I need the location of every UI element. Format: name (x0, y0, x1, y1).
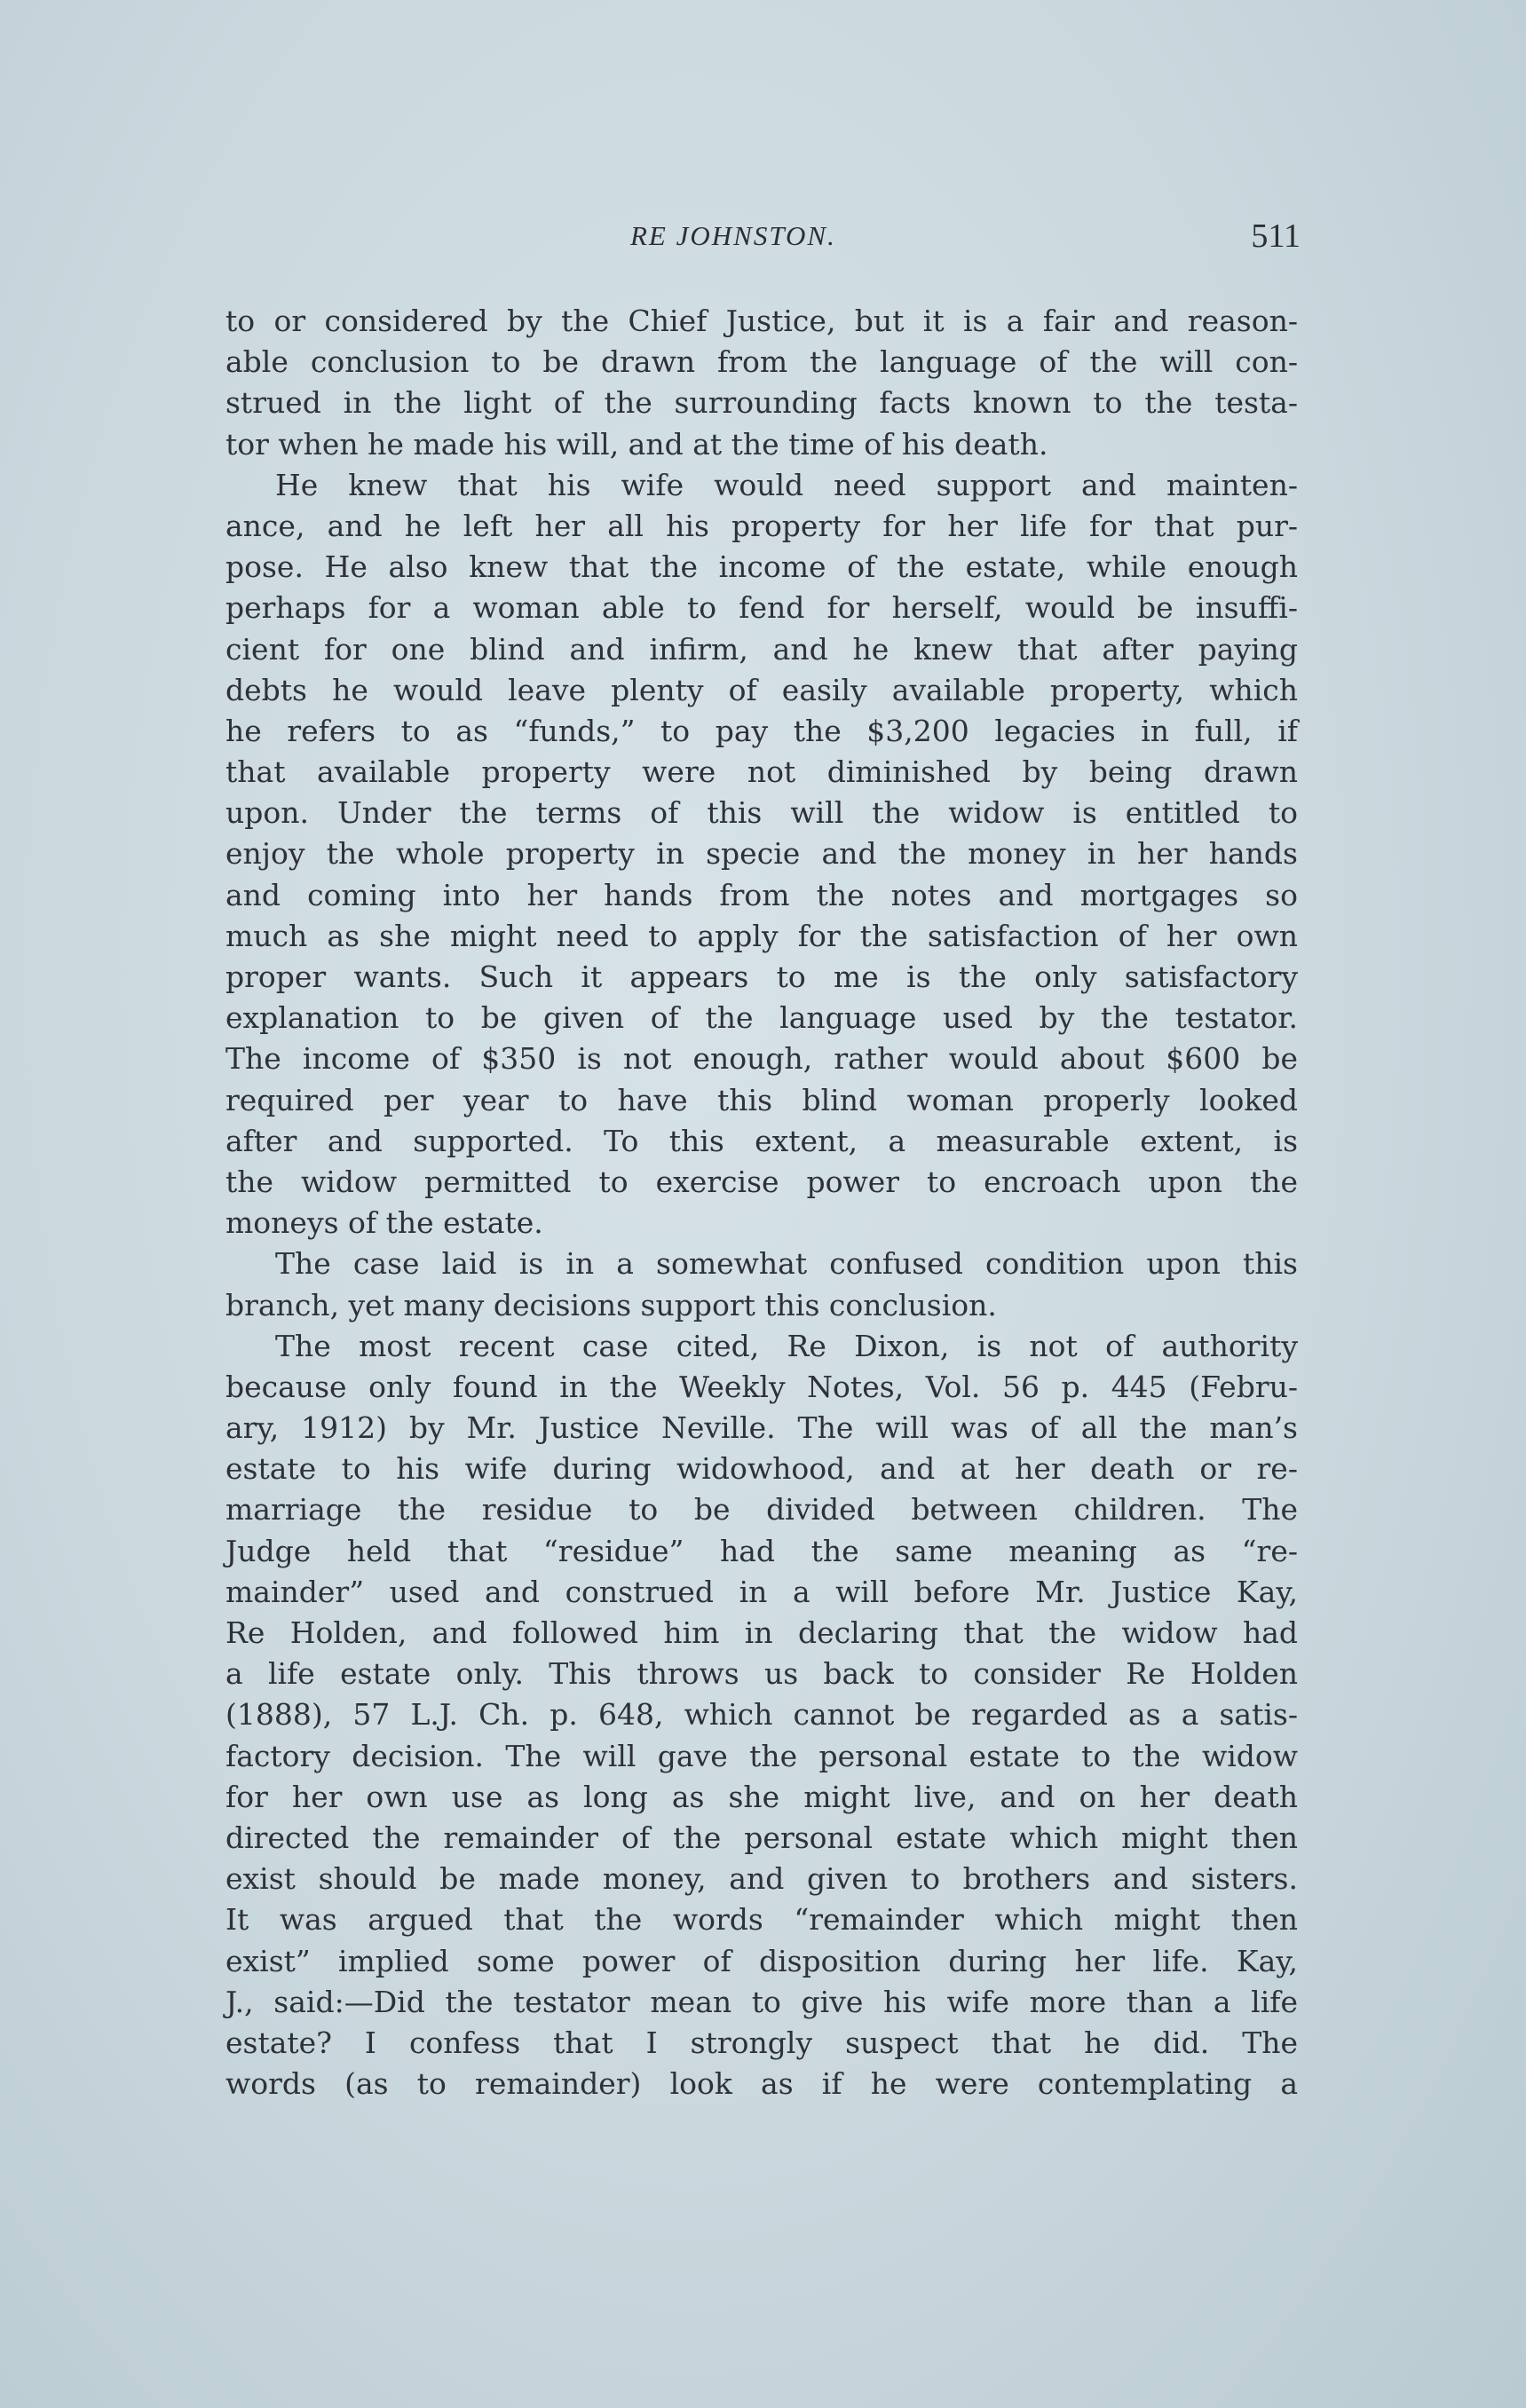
text-line: The case laid is in a somewhat confused condition upon this (275, 1246, 1298, 1282)
text-line: ance, and he left her all his property for her life for that pur- (225, 508, 1298, 543)
text-line: perhaps for a woman able to fend for herself, would be insuffi- (225, 590, 1298, 626)
text-line: and coming into her hands from the notes and mortgages so (225, 877, 1298, 912)
text-line: He knew that his wife would need support and mainten- (275, 467, 1298, 502)
text-line: much as she might need to apply for the satisfaction of her own (225, 918, 1298, 953)
text-line: able conclusion to be drawn from the language of the will con- (225, 344, 1298, 380)
text-line: moneys of the estate. (225, 1205, 543, 1241)
text-line: mainder” used and construed in a will before Mr. Justice Kay, (225, 1574, 1298, 1609)
text-line: that available property were not diminished by being drawn (225, 754, 1298, 790)
text-line: strued in the light of the surrounding facts known to the testa- (225, 385, 1298, 421)
text-line: explanation to be given of the language used by the testator. (225, 1000, 1298, 1036)
text-line: he refers to as “funds,” to pay the $3,200 legacies in full, if (225, 713, 1298, 748)
text-line: to or considered by the Chief Justice, but it is a fair and reason- (225, 304, 1298, 338)
text-line: branch, yet many decisions support this conclusion. (225, 1287, 997, 1322)
text-line: marriage the residue to be divided between children. The (225, 1492, 1298, 1528)
text-line: the widow permitted to exercise power to encroach upon the (225, 1164, 1298, 1199)
text-line: directed the remainder of the personal estate which might then (225, 1820, 1298, 1855)
text-line: enjoy the whole property in specie and the money in her hands (225, 836, 1298, 872)
text-line: after and supported. To this extent, a measurable extent, is (225, 1123, 1298, 1158)
text-line: because only found in the Weekly Notes, Vol. 56 p. 445 (Febru- (225, 1369, 1298, 1404)
text-line: (1888), 57 L.J. Ch. p. 648, which cannot be regarded as a satis- (225, 1697, 1298, 1733)
running-head: RE JOHNSTON. (630, 220, 836, 251)
text-line: cient for one blind and infirm, and he knew that after paying (225, 631, 1298, 667)
text-line: factory decision. The will gave the personal estate to the widow (225, 1738, 1298, 1773)
text-line: exist” implied some power of disposition during her life. Kay, (225, 1943, 1298, 1978)
text-line: Judge held that “residue” had the same meaning as “re- (225, 1533, 1298, 1568)
text-line: upon. Under the terms of this will the widow is entitled to (225, 795, 1298, 831)
text-line: debts he would leave plenty of easily available property, which (225, 672, 1298, 707)
text-line: estate to his wife during widowhood, and at her death or re- (225, 1451, 1298, 1487)
text-line: The income of $350 is not enough, rather would about $600 be (225, 1041, 1298, 1077)
text-line: for her own use as long as she might live, and on her death (225, 1779, 1298, 1814)
text-line: Re Holden, and followed him in declaring that the widow had (225, 1615, 1298, 1650)
text-line: required per year to have this blind woman properly looked (225, 1082, 1298, 1117)
text-line: The most recent case cited, Re Dixon, is not of authority (275, 1328, 1298, 1363)
text-line: exist should be made money, and given to brothers and sisters. (225, 1861, 1298, 1897)
text-line: words (as to remainder) look as if he were contemplating a (225, 2066, 1298, 2102)
text-line: proper wants. Such it appears to me is the only satisfactory (225, 959, 1298, 994)
text-line: It was argued that the words “remainder which might then (225, 1902, 1298, 1938)
text-line: a life estate only. This throws us back to consider Re Holden (225, 1656, 1298, 1692)
page-number: 511 (1251, 217, 1301, 255)
page-header (222, 202, 1301, 273)
body-text (225, 301, 1298, 2104)
text-line: J., said:—Did the testator mean to give his wife more than a life (225, 1984, 1298, 2019)
text-line: ary, 1912) by Mr. Justice Neville. The will was of all the man’s (225, 1410, 1298, 1446)
text-line: estate? I confess that I strongly suspect that he did. The (225, 2025, 1298, 2060)
text-line: pose. He also knew that the income of the estate, while enough (225, 549, 1298, 585)
text-line: tor when he made his will, and at the time of his death. (225, 426, 1048, 462)
